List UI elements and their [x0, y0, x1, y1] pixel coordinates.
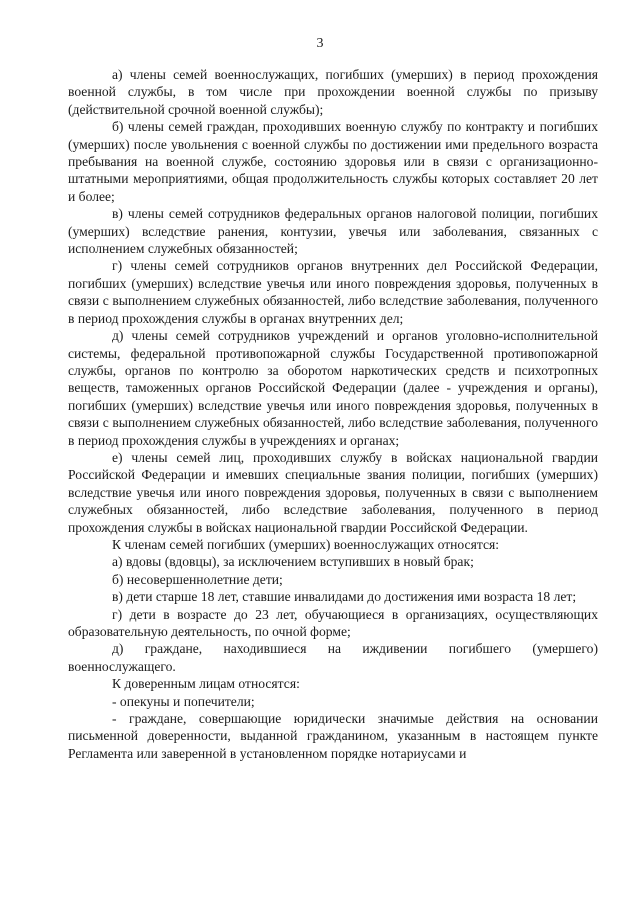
paragraph-family-members-heading: К членам семей погибших (умерших) военнослужащих относятся:: [112, 536, 500, 552]
paragraph-d-penal-system: д) члены семей сотрудников учреждений и органов уголовно-исполнительной системы, федеральной противопожарной службы Государственной противопожарной службы, органов по контролю за оборотом наркотических средств и психотропных веществ, таможенных органов Российской Федерации (далее - учреждения и органы), погибших (умерших) вследствие увечья или иного повреждения здоровья, полученных в связи с выполнением служебных обязанностей, либо вследствие заболевания, полученного в период прохождения службы в учреждениях и органах;: [68, 328, 598, 448]
paragraph-dependents: д) граждане, находившиеся на иждивении погибшего (умершего) военнослужащего.: [68, 641, 598, 674]
paragraph-trustees-heading: К доверенным лицам относятся:: [112, 676, 300, 692]
paragraph-widows: а) вдовы (вдовцы), за исключением вступивших в новый брак;: [112, 554, 474, 570]
paragraph-minor-children: б) несовершеннолетние дети;: [112, 571, 283, 587]
paragraph-b-contract: б) члены семей граждан, проходивших военную службу по контракту и погибших (умерших) после увольнения с военной службы по достижении ими предельного возраста пребывания на военной службе, состоянию здоровья или в связи с организационно-штатными мероприятиями, общая продолжительность службы которых составляет 20 лет и более;: [68, 119, 598, 204]
paragraph-students: г) дети в возрасте до 23 лет, обучающиеся в организациях, осуществляющих образовательную деятельность, по очной форме;: [68, 606, 598, 639]
paragraph-a-military: а) члены семей военнослужащих, погибших (умерших) в период прохождения военной службы, в том числе при прохождении военной службы по призыву (действительной срочной военной службы);: [68, 67, 598, 117]
paragraph-power-of-attorney: - граждане, совершающие юридически значимые действия на основании письменной доверенности, выданной гражданином, указанным в настоящем пункте Регламента или заверенной в установленном порядке нотариусами и: [68, 711, 598, 761]
paragraph-v-tax-police: в) члены семей сотрудников федеральных органов налоговой полиции, погибших (умерших) вследствие ранения, контузии, увечья или заболевания, связанных с исполнением служебных обязанностей;: [68, 206, 598, 257]
page-number: 3: [316, 36, 324, 51]
paragraph-disabled-children: в) дети старше 18 лет, ставшие инвалидами до достижения ими возраста 18 лет;: [112, 589, 577, 605]
paragraph-guardians: - опекуны и попечители;: [112, 693, 255, 709]
document-body: [68, 66, 598, 762]
paragraph-e-national-guard: е) члены семей лиц, проходивших службу в войсках национальной гвардии Российской Федерации и имевших специальные звания полиции, погибших (умерших) вследствие увечья или иного повреждения здоровья, полученных в связи с выполнением служебных обязанностей, либо вследствие заболевания, полученного в период прохождения службы в войсках национальной гвардии Российской Федерации.: [68, 449, 598, 535]
paragraph-g-internal-affairs: г) члены семей сотрудников органов внутренних дел Российской Федерации, погибших (умерших) вследствие увечья или иного повреждения здоровья, полученных в связи с выполнением служебных обязанностей, либо вследствие заболевания, полученного в период прохождения службы в органах внутренних дел;: [68, 258, 598, 326]
